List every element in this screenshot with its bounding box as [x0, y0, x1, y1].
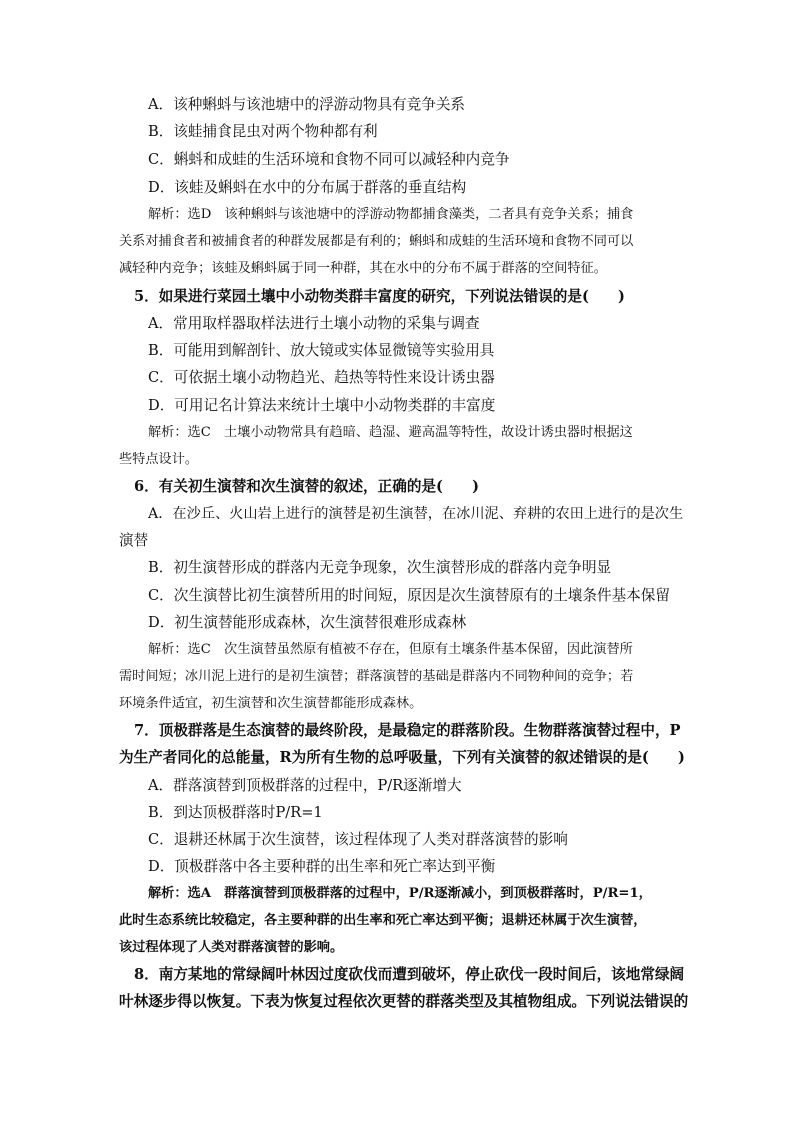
q8-stem-line-1: 8．南方某地的常绿阔叶林因过度砍伐而遭到破坏，停止砍伐一段时间后，该地常绿阔: [134, 966, 685, 983]
q4-option-b: B．该蛙捕食昆虫对两个物种都有利: [148, 123, 378, 140]
q7-explanation-line-2: 此时生态系统比较稳定，各主要种群的出生率和死亡率达到平衡；退耕还林属于次生演替，: [119, 913, 647, 928]
q6-option-a-line-1: A．在沙丘、火山岩上进行的演替是初生演替，在冰川泥、弃耕的农田上进行的是次生: [148, 506, 684, 522]
q6-option-a-line-2: 演替: [119, 532, 149, 549]
q6-explanation-line-3: 环境条件适宜，初生演替和次生演替都能形成森林。: [119, 696, 423, 711]
q7-explanation-line-1: 解析：选A 群落演替到顶极群落的过程中，P/R逐渐减小，到顶极群落时，P/R=1，: [148, 886, 652, 901]
q7-option-a: A．群落演替到顶极群落的过程中，P/R逐渐增大: [148, 777, 462, 794]
q5-explanation-line-2: 些特点设计。: [119, 452, 199, 467]
q7-stem-line-1: 7．顶极群落是生态演替的最终阶段，是最稳定的群落阶段。生物群落演替过程中，P: [134, 722, 681, 739]
q4-explanation-line-1: 解析：选D 该种蝌蚪与该池塘中的浮游动物都捕食藻类，二者具有竞争关系；捕食: [148, 207, 634, 222]
q6-option-b: B．初生演替形成的群落内无竞争现象，次生演替形成的群落内竞争明显: [148, 559, 612, 576]
q4-option-c: C．蝌蚪和成蛙的生活环境和食物不同可以减轻种内竞争: [148, 151, 510, 168]
q6-stem: 6．有关初生演替和次生演替的叙述，正确的是( ): [134, 478, 480, 495]
q6-explanation-line-2: 需时间短；冰川泥上进行的是初生演替；群落演替的基础是群落内不同物种间的竞争；若: [119, 669, 634, 684]
q7-option-b: B．到达顶极群落时P/R=1: [148, 804, 323, 821]
q6-explanation-line-1: 解析：选C 次生演替虽然原有植被不存在，但原有土壤条件基本保留，因此演替所: [148, 642, 633, 657]
q6-option-d: D．初生演替能形成森林，次生演替很难形成森林: [148, 614, 467, 631]
q4-option-d: D．该蛙及蝌蚪在水中的分布属于群落的垂直结构: [148, 179, 467, 196]
q5-option-d: D．可用记名计算法来统计土壤中小动物类群的丰富度: [148, 397, 496, 414]
q5-explanation-line-1: 解析：选C 土壤小动物常具有趋暗、趋湿、避高温等特性，故设计诱虫器时根据这: [148, 425, 633, 440]
q7-option-d: D．顶极群落中各主要种群的出生率和死亡率达到平衡: [148, 858, 496, 875]
q5-option-b: B．可能用到解剖针、放大镜或实体显微镜等实验用具: [148, 342, 495, 359]
q5-option-a: A．常用取样器取样法进行土壤小动物的采集与调查: [148, 315, 480, 332]
q7-stem-line-2: 为生产者同化的总能量，R为所有生物的总呼吸量，下列有关演替的叙述错误的是( ): [119, 749, 685, 766]
q6-option-c: C．次生演替比初生演替所用的时间短，原因是次生演替原有的土壤条件基本保留: [148, 587, 670, 604]
q4-option-a: A．该种蝌蚪与该池塘中的浮游动物具有竞争关系: [148, 96, 466, 113]
q5-stem: 5．如果进行菜园土壤中小动物类群丰富度的研究，下列说法错误的是( ): [134, 288, 625, 305]
q8-stem-line-2: 叶林逐步得以恢复。下表为恢复过程依次更替的群落类型及其植物组成。下列说法错误的: [119, 993, 689, 1010]
q5-option-c: C．可依据土壤小动物趋光、趋热等特性来设计诱虫器: [148, 369, 495, 386]
q4-explanation-line-3: 减轻种内竞争；该蛙及蝌蚪属于同一种群，其在水中的分布不属于群落的空间特征。: [119, 261, 607, 276]
q4-explanation-line-2: 关系对捕食者和被捕食者的种群发展都是有利的；蝌蚪和成蛙的生活环境和食物不同可以: [119, 234, 634, 249]
q7-explanation-line-3: 该过程体现了人类对群落演替的影响。: [119, 940, 344, 955]
q7-option-c: C．退耕还林属于次生演替，该过程体现了人类对群落演替的影响: [148, 831, 568, 848]
